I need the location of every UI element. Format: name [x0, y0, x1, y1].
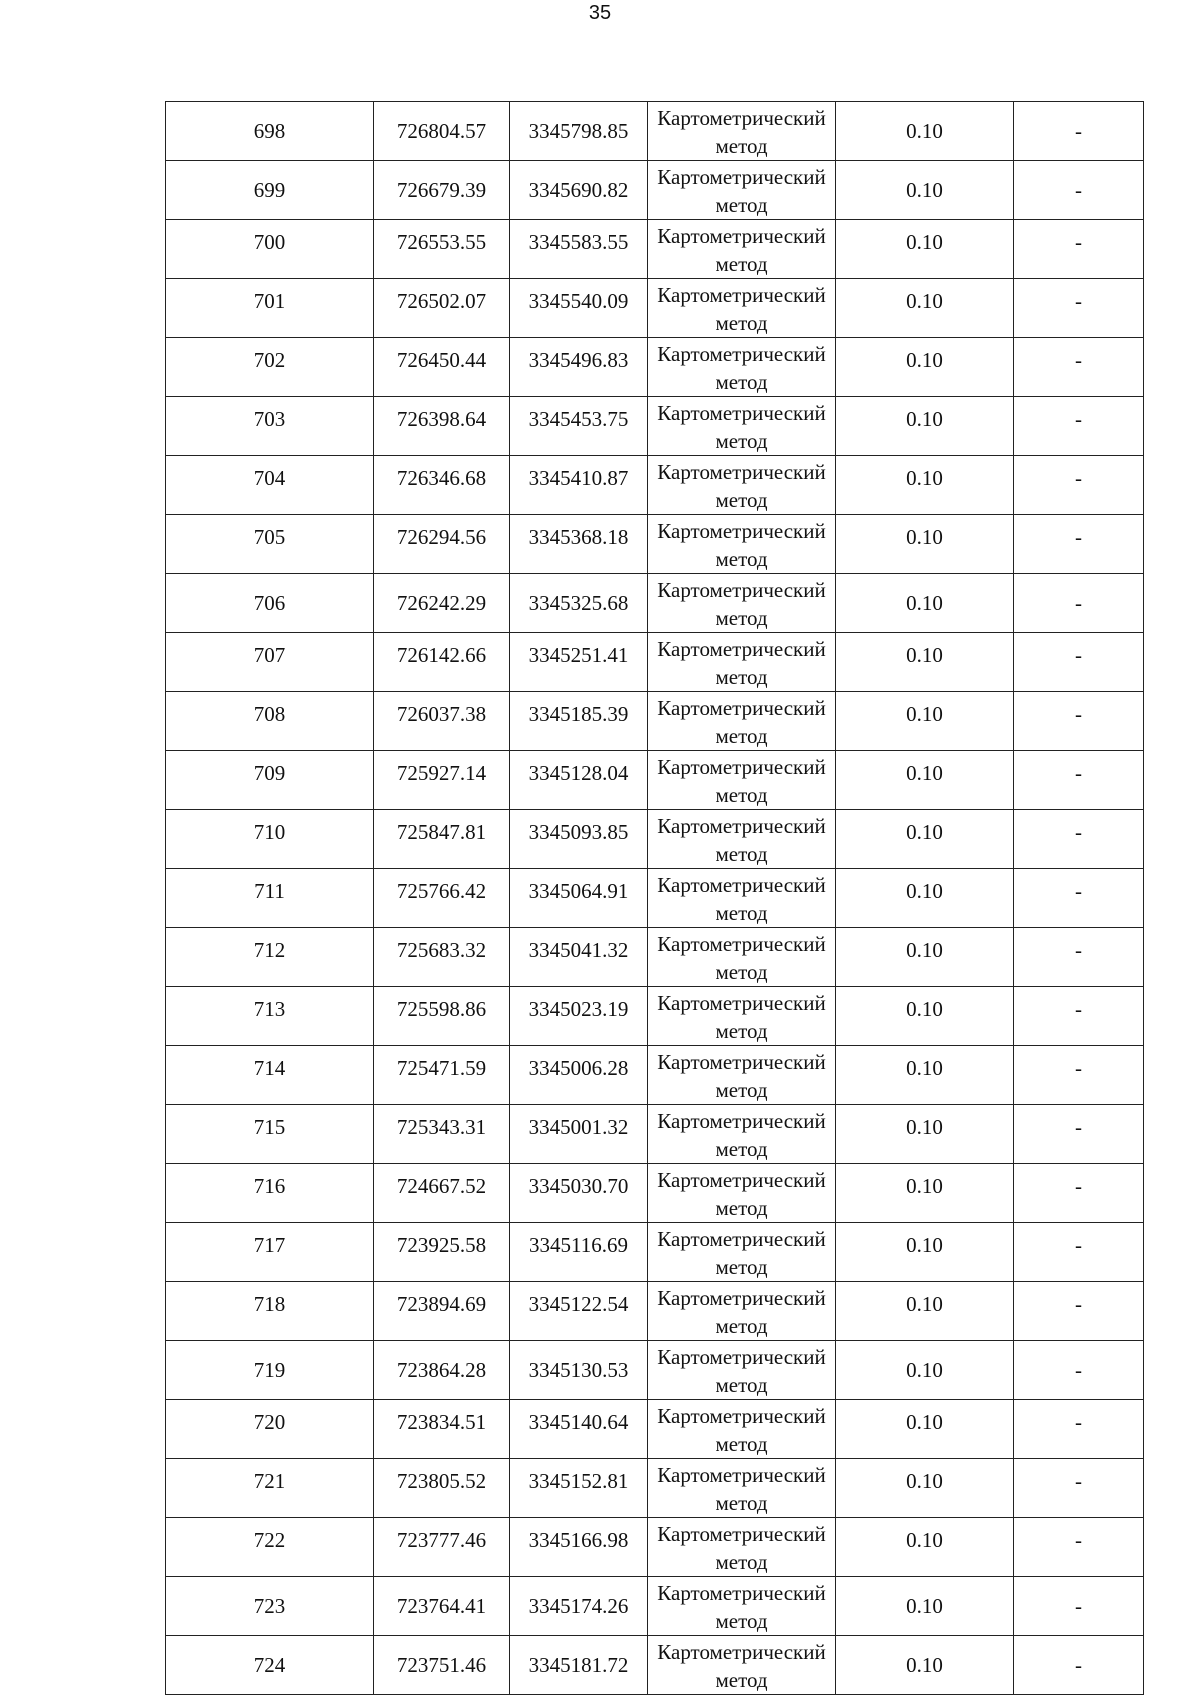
- method-line-2: метод: [715, 488, 768, 512]
- point-number-cell: 718: [166, 1282, 374, 1341]
- accuracy-cell: 0.10: [836, 220, 1014, 279]
- x-coordinate-cell: 723751.46: [374, 1636, 510, 1695]
- y-coordinate-cell: 3345001.32: [510, 1105, 648, 1164]
- method-cell: [648, 279, 836, 338]
- method-cell: [648, 515, 836, 574]
- accuracy-cell: 0.10: [836, 1164, 1014, 1223]
- x-coordinate-cell: 725847.81: [374, 810, 510, 869]
- y-coordinate-cell: 3345140.64: [510, 1400, 648, 1459]
- point-number-cell: 705: [166, 515, 374, 574]
- y-coordinate-cell: 3345122.54: [510, 1282, 648, 1341]
- method-cell: [648, 869, 836, 928]
- note-cell: -: [1014, 1164, 1144, 1223]
- accuracy-cell: 0.10: [836, 1046, 1014, 1105]
- method-line-1: Картометрический: [657, 991, 826, 1015]
- x-coordinate-cell: 726450.44: [374, 338, 510, 397]
- accuracy-cell: 0.10: [836, 1636, 1014, 1695]
- method-line-2: метод: [715, 193, 768, 217]
- y-coordinate-cell: 3345093.85: [510, 810, 648, 869]
- table-row: [166, 161, 1144, 220]
- method-line-2: метод: [715, 1078, 768, 1102]
- method-line-2: метод: [715, 1609, 768, 1633]
- point-number-cell: 703: [166, 397, 374, 456]
- note-cell: -: [1014, 1636, 1144, 1695]
- y-coordinate-cell: 3345496.83: [510, 338, 648, 397]
- method-cell: [648, 1046, 836, 1105]
- y-coordinate-cell: 3345152.81: [510, 1459, 648, 1518]
- note-cell: -: [1014, 633, 1144, 692]
- note-cell: -: [1014, 1577, 1144, 1636]
- note-cell: -: [1014, 279, 1144, 338]
- accuracy-cell: 0.10: [836, 633, 1014, 692]
- method-line-2: метод: [715, 1491, 768, 1515]
- note-cell: -: [1014, 1046, 1144, 1105]
- method-cell: [648, 810, 836, 869]
- x-coordinate-cell: 725471.59: [374, 1046, 510, 1105]
- x-coordinate-cell: 723864.28: [374, 1341, 510, 1400]
- y-coordinate-cell: 3345251.41: [510, 633, 648, 692]
- x-coordinate-cell: 723764.41: [374, 1577, 510, 1636]
- y-coordinate-cell: 3345128.04: [510, 751, 648, 810]
- accuracy-cell: 0.10: [836, 1105, 1014, 1164]
- method-line-1: Картометрический: [657, 519, 826, 543]
- method-line-2: метод: [715, 1196, 768, 1220]
- point-number-cell: 710: [166, 810, 374, 869]
- note-cell: -: [1014, 869, 1144, 928]
- method-line-2: метод: [715, 1019, 768, 1043]
- note-cell: -: [1014, 397, 1144, 456]
- method-line-1: Картометрический: [657, 106, 826, 130]
- method-line-2: метод: [715, 311, 768, 335]
- method-line-1: Картометрический: [657, 755, 826, 779]
- method-line-2: метод: [715, 1432, 768, 1456]
- accuracy-cell: 0.10: [836, 987, 1014, 1046]
- point-number-cell: 698: [166, 102, 374, 161]
- x-coordinate-cell: 726679.39: [374, 161, 510, 220]
- method-line-2: метод: [715, 842, 768, 866]
- y-coordinate-cell: 3345030.70: [510, 1164, 648, 1223]
- method-cell: [648, 1105, 836, 1164]
- y-coordinate-cell: 3345185.39: [510, 692, 648, 751]
- method-cell: [648, 1341, 836, 1400]
- table-row: [166, 338, 1144, 397]
- method-line-2: метод: [715, 370, 768, 394]
- point-number-cell: 706: [166, 574, 374, 633]
- method-line-1: Картометрический: [657, 637, 826, 661]
- method-line-2: метод: [715, 429, 768, 453]
- accuracy-cell: 0.10: [836, 810, 1014, 869]
- accuracy-cell: 0.10: [836, 574, 1014, 633]
- point-number-cell: 723: [166, 1577, 374, 1636]
- accuracy-cell: 0.10: [836, 102, 1014, 161]
- y-coordinate-cell: 3345410.87: [510, 456, 648, 515]
- method-line-2: метод: [715, 901, 768, 925]
- y-coordinate-cell: 3345325.68: [510, 574, 648, 633]
- y-coordinate-cell: 3345453.75: [510, 397, 648, 456]
- method-line-1: Картометрический: [657, 460, 826, 484]
- point-number-cell: 701: [166, 279, 374, 338]
- method-cell: [648, 220, 836, 279]
- method-cell: [648, 397, 836, 456]
- point-number-cell: 711: [166, 869, 374, 928]
- method-cell: [648, 751, 836, 810]
- method-line-1: Картометрический: [657, 1640, 826, 1664]
- table-row: [166, 1105, 1144, 1164]
- method-line-2: метод: [715, 665, 768, 689]
- method-line-2: метод: [715, 606, 768, 630]
- table-row: [166, 1282, 1144, 1341]
- accuracy-cell: 0.10: [836, 692, 1014, 751]
- note-cell: -: [1014, 751, 1144, 810]
- method-cell: [648, 574, 836, 633]
- method-cell: [648, 633, 836, 692]
- method-line-1: Картометрический: [657, 578, 826, 602]
- accuracy-cell: 0.10: [836, 869, 1014, 928]
- point-number-cell: 704: [166, 456, 374, 515]
- note-cell: -: [1014, 1223, 1144, 1282]
- note-cell: -: [1014, 338, 1144, 397]
- point-number-cell: 717: [166, 1223, 374, 1282]
- x-coordinate-cell: 726142.66: [374, 633, 510, 692]
- accuracy-cell: 0.10: [836, 1577, 1014, 1636]
- y-coordinate-cell: 3345041.32: [510, 928, 648, 987]
- y-coordinate-cell: 3345540.09: [510, 279, 648, 338]
- y-coordinate-cell: 3345116.69: [510, 1223, 648, 1282]
- method-line-2: метод: [715, 1255, 768, 1279]
- table-row: [166, 279, 1144, 338]
- x-coordinate-cell: 726037.38: [374, 692, 510, 751]
- x-coordinate-cell: 726294.56: [374, 515, 510, 574]
- table-row: [166, 692, 1144, 751]
- note-cell: -: [1014, 810, 1144, 869]
- table-row: [166, 1223, 1144, 1282]
- method-line-2: метод: [715, 960, 768, 984]
- method-line-1: Картометрический: [657, 696, 826, 720]
- x-coordinate-cell: 725343.31: [374, 1105, 510, 1164]
- method-line-1: Картометрический: [657, 1286, 826, 1310]
- note-cell: -: [1014, 1400, 1144, 1459]
- method-line-1: Картометрический: [657, 283, 826, 307]
- method-cell: [648, 161, 836, 220]
- method-cell: [648, 692, 836, 751]
- x-coordinate-cell: 726804.57: [374, 102, 510, 161]
- method-cell: [648, 102, 836, 161]
- point-number-cell: 722: [166, 1518, 374, 1577]
- table-row: [166, 1046, 1144, 1105]
- method-cell: [648, 456, 836, 515]
- method-cell: [648, 1400, 836, 1459]
- accuracy-cell: 0.10: [836, 1282, 1014, 1341]
- accuracy-cell: 0.10: [836, 1459, 1014, 1518]
- method-line-2: метод: [715, 1550, 768, 1574]
- point-number-cell: 700: [166, 220, 374, 279]
- method-line-1: Картометрический: [657, 1168, 826, 1192]
- method-line-2: метод: [715, 783, 768, 807]
- y-coordinate-cell: 3345690.82: [510, 161, 648, 220]
- note-cell: -: [1014, 1459, 1144, 1518]
- note-cell: -: [1014, 987, 1144, 1046]
- method-line-1: Картометрический: [657, 1581, 826, 1605]
- point-number-cell: 713: [166, 987, 374, 1046]
- table-row: [166, 928, 1144, 987]
- y-coordinate-cell: 3345583.55: [510, 220, 648, 279]
- table-row: [166, 1518, 1144, 1577]
- point-number-cell: 720: [166, 1400, 374, 1459]
- note-cell: -: [1014, 161, 1144, 220]
- x-coordinate-cell: 723894.69: [374, 1282, 510, 1341]
- table-row: [166, 456, 1144, 515]
- x-coordinate-cell: 726242.29: [374, 574, 510, 633]
- accuracy-cell: 0.10: [836, 456, 1014, 515]
- table-row: [166, 869, 1144, 928]
- table-row: [166, 987, 1144, 1046]
- accuracy-cell: 0.10: [836, 397, 1014, 456]
- x-coordinate-cell: 725927.14: [374, 751, 510, 810]
- table-row: [166, 515, 1144, 574]
- point-number-cell: 721: [166, 1459, 374, 1518]
- x-coordinate-cell: 723805.52: [374, 1459, 510, 1518]
- note-cell: -: [1014, 515, 1144, 574]
- x-coordinate-cell: 726502.07: [374, 279, 510, 338]
- table-row: [166, 1400, 1144, 1459]
- method-line-1: Картометрический: [657, 401, 826, 425]
- x-coordinate-cell: 723834.51: [374, 1400, 510, 1459]
- note-cell: -: [1014, 102, 1144, 161]
- method-line-1: Картометрический: [657, 1522, 826, 1546]
- method-cell: [648, 1223, 836, 1282]
- method-line-1: Картометрический: [657, 1227, 826, 1251]
- note-cell: -: [1014, 928, 1144, 987]
- accuracy-cell: 0.10: [836, 338, 1014, 397]
- method-line-1: Картометрический: [657, 1050, 826, 1074]
- y-coordinate-cell: 3345023.19: [510, 987, 648, 1046]
- note-cell: -: [1014, 692, 1144, 751]
- note-cell: -: [1014, 1282, 1144, 1341]
- method-line-2: метод: [715, 1668, 768, 1692]
- method-line-2: метод: [715, 134, 768, 158]
- accuracy-cell: 0.10: [836, 1341, 1014, 1400]
- method-line-2: метод: [715, 1137, 768, 1161]
- accuracy-cell: 0.10: [836, 1223, 1014, 1282]
- method-line-1: Картометрический: [657, 932, 826, 956]
- method-line-1: Картометрический: [657, 1109, 826, 1133]
- y-coordinate-cell: 3345181.72: [510, 1636, 648, 1695]
- method-line-2: метод: [715, 1314, 768, 1338]
- method-line-2: метод: [715, 252, 768, 276]
- point-number-cell: 712: [166, 928, 374, 987]
- y-coordinate-cell: 3345368.18: [510, 515, 648, 574]
- note-cell: -: [1014, 456, 1144, 515]
- x-coordinate-cell: 726553.55: [374, 220, 510, 279]
- method-cell: [648, 1459, 836, 1518]
- table-row: [166, 220, 1144, 279]
- x-coordinate-cell: 723777.46: [374, 1518, 510, 1577]
- accuracy-cell: 0.10: [836, 279, 1014, 338]
- point-number-cell: 707: [166, 633, 374, 692]
- method-line-2: метод: [715, 547, 768, 571]
- method-cell: [648, 1282, 836, 1341]
- method-cell: [648, 987, 836, 1046]
- note-cell: -: [1014, 574, 1144, 633]
- method-line-2: метод: [715, 724, 768, 748]
- note-cell: -: [1014, 1518, 1144, 1577]
- table-row: [166, 102, 1144, 161]
- y-coordinate-cell: 3345006.28: [510, 1046, 648, 1105]
- note-cell: -: [1014, 220, 1144, 279]
- point-number-cell: 724: [166, 1636, 374, 1695]
- table-row: [166, 1636, 1144, 1695]
- table-row: [166, 1459, 1144, 1518]
- table-row: [166, 810, 1144, 869]
- method-line-1: Картометрический: [657, 1463, 826, 1487]
- y-coordinate-cell: 3345064.91: [510, 869, 648, 928]
- table-row: [166, 1577, 1144, 1636]
- point-number-cell: 716: [166, 1164, 374, 1223]
- method-cell: [648, 338, 836, 397]
- y-coordinate-cell: 3345798.85: [510, 102, 648, 161]
- method-line-2: метод: [715, 1373, 768, 1397]
- table-row: [166, 751, 1144, 810]
- accuracy-cell: 0.10: [836, 1518, 1014, 1577]
- x-coordinate-cell: 725683.32: [374, 928, 510, 987]
- point-number-cell: 702: [166, 338, 374, 397]
- method-line-1: Картометрический: [657, 873, 826, 897]
- accuracy-cell: 0.10: [836, 751, 1014, 810]
- point-number-cell: 699: [166, 161, 374, 220]
- table-row: [166, 1341, 1144, 1400]
- note-cell: -: [1014, 1341, 1144, 1400]
- x-coordinate-cell: 726398.64: [374, 397, 510, 456]
- point-number-cell: 715: [166, 1105, 374, 1164]
- method-cell: [648, 1577, 836, 1636]
- y-coordinate-cell: 3345174.26: [510, 1577, 648, 1636]
- accuracy-cell: 0.10: [836, 928, 1014, 987]
- x-coordinate-cell: 725766.42: [374, 869, 510, 928]
- method-line-1: Картометрический: [657, 1404, 826, 1428]
- table-row: [166, 574, 1144, 633]
- y-coordinate-cell: 3345130.53: [510, 1341, 648, 1400]
- y-coordinate-cell: 3345166.98: [510, 1518, 648, 1577]
- point-number-cell: 708: [166, 692, 374, 751]
- x-coordinate-cell: 726346.68: [374, 456, 510, 515]
- method-line-1: Картометрический: [657, 224, 826, 248]
- method-cell: [648, 1518, 836, 1577]
- table-row: [166, 633, 1144, 692]
- x-coordinate-cell: 723925.58: [374, 1223, 510, 1282]
- x-coordinate-cell: 725598.86: [374, 987, 510, 1046]
- method-cell: [648, 1636, 836, 1695]
- table-row: [166, 397, 1144, 456]
- coordinates-table: [165, 101, 1144, 1695]
- method-cell: [648, 1164, 836, 1223]
- table-body: [166, 102, 1144, 1695]
- note-cell: -: [1014, 1105, 1144, 1164]
- point-number-cell: 714: [166, 1046, 374, 1105]
- method-cell: [648, 928, 836, 987]
- point-number-cell: 719: [166, 1341, 374, 1400]
- accuracy-cell: 0.10: [836, 161, 1014, 220]
- method-line-1: Картометрический: [657, 342, 826, 366]
- method-line-1: Картометрический: [657, 814, 826, 838]
- method-line-1: Картометрический: [657, 1345, 826, 1369]
- method-line-1: Картометрический: [657, 165, 826, 189]
- accuracy-cell: 0.10: [836, 515, 1014, 574]
- x-coordinate-cell: 724667.52: [374, 1164, 510, 1223]
- accuracy-cell: 0.10: [836, 1400, 1014, 1459]
- point-number-cell: 709: [166, 751, 374, 810]
- table-row: [166, 1164, 1144, 1223]
- page-number: 35: [588, 2, 612, 24]
